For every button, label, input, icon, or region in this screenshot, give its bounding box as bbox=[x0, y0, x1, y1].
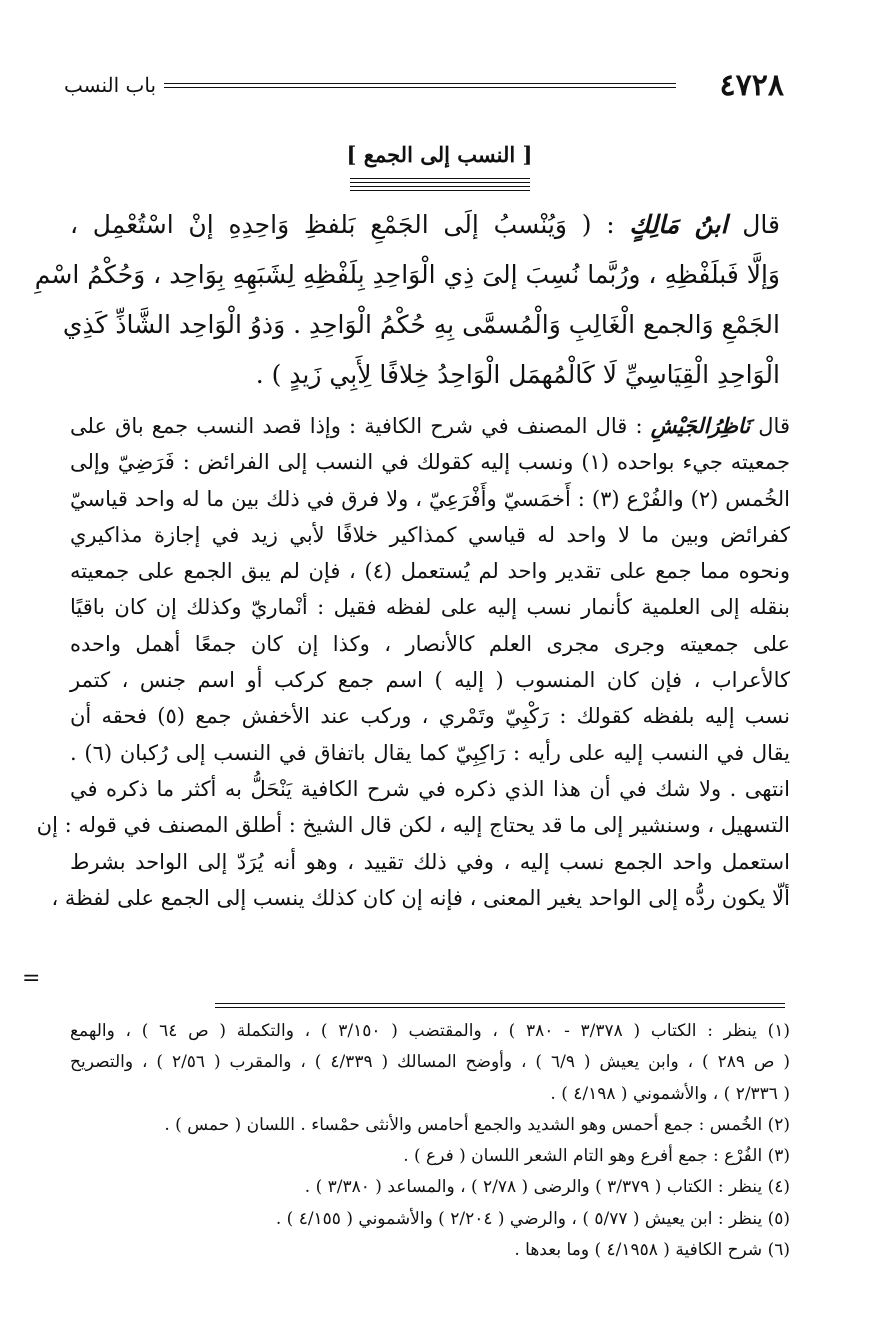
footnote-line: (٣) الفُرْع : جمع أفرع وهو التام الشعر اللسان ( فرع ) . bbox=[403, 1146, 790, 1167]
footnote-separator bbox=[215, 1003, 785, 1008]
footnote-line: (٢) الخُمس : جمع أحمس وهو الشديد والجمع أحامس والأنثى حمْساء . اللسان ( حمس ) . bbox=[164, 1114, 790, 1135]
quote-line: قال ابنُ مَالِكٍ : ( وَيُنْسبُ إلَى الجَمْعِ بَلفظِ وَاحِدِهِ إنْ اسْتُعْمِل ، bbox=[70, 210, 780, 239]
footnote-line: (٥) ينظر : ابن يعيش ( ٥/٧٧ ) ، والرضي ( ٢/٢٠٤ ) والأشموني ( ٤/١٥٥ ) . bbox=[275, 1208, 790, 1229]
quote-line: وَإلَّا فَبلَفْظِهِ ، ورُبَّما نُسِبَ إلىَ ذِي الْوَاحِدِ بِلَفْظِهِ لِشَبَهِهِ بِوَاحِد ، وَحُكْمُ اسْمِ bbox=[34, 260, 780, 289]
commentary-line: ألّا يكون ردُّه إلى الواحد يغير المعنى ، فإنه إن كان كذلك ينسب إلى الجمع على لفظة ، bbox=[51, 885, 790, 910]
nazir-al-jaysh-commentary bbox=[36, 408, 791, 916]
commentary-line: ونحوه مما جمع على تقدير واحد لم يُستعمل (٤) ، فإن لم يبق الجمع على جمعيته bbox=[70, 559, 791, 584]
footnote-line: (٤) ينظر : الكتاب ( ٣/٣٧٩ ) والرضى ( ٢/٧٨ ) ، والمساعد ( ٣/٣٨٠ ) . bbox=[304, 1177, 790, 1198]
continuation-mark: = bbox=[22, 966, 41, 991]
running-title: باب النسب bbox=[64, 73, 157, 97]
quote-line: الجَمْعِ وَالجمع الْغَالِبِ وَالْمُسمَّى بِهِ حُكْمُ الْوَاحِدِ . وَذوُ الْوَاحِد الشَّاذِّ كَذِي bbox=[62, 310, 780, 339]
footnote-line: ( ٢/٣٣٦ ) ، والأشموني ( ٤/١٩٨ ) . bbox=[550, 1083, 790, 1104]
page-number: ٤٧٢٨ bbox=[719, 68, 784, 103]
commentary-line: بنقله إلى العلمية كأنمار نسب إليه على لفظه فقيل : أنْماريّ وكذلك إن كان باقيًا bbox=[70, 595, 790, 620]
commentary-line: الخُمس (٢) والفُرْع (٣) : أَخمَسيّ وأَفْرَعِيّ ، ولا فرق في ذلك بين ما له واحد قياسيّ bbox=[70, 486, 790, 511]
section-title: [ النسب إلى الجمع ] bbox=[346, 142, 533, 167]
ibn-malik-quote bbox=[34, 200, 780, 400]
commentary-line: نسب إليه بلفظه كقولك : رَكْبِيّ وتَمْري ، وركب عند الأخفش جمع (٥) فحقه أن bbox=[70, 704, 790, 729]
commentary-line: يقال في النسب إليه على رأيه : رَاكِبِيّ كما يقال باتفاق في النسب إلى رُكبان (٦) . bbox=[70, 740, 790, 765]
section-heading bbox=[0, 135, 879, 191]
section-title-rules bbox=[350, 178, 530, 191]
quote-line: الْوَاحِدِ الْقِيَاسِيِّ لَا كَالْمُهمَل الْوَاحِدُ خِلافًا لِأَبِي زَيدٍ ) . bbox=[255, 360, 780, 389]
commentary-line: كفرائض وبين ما لا واحد له قياسي كمذاكير خلافًا لأبي زيد في إجازة مذاكيري bbox=[70, 522, 790, 547]
commentary-line: على جمعيته وجرى مجرى العلم كالأنصار ، وكذا إن كان جمعًا أهمل واحده bbox=[70, 631, 790, 656]
commentary-line: استعمل واحد الجمع نسب إليه ، وفي ذلك تقييد ، وهو أنه يُرَدّ إلى الواحد بشرط bbox=[70, 849, 790, 874]
header-rule bbox=[164, 83, 676, 88]
commentary-line: قال نَاظِرُالجَيْشِ : قال المصنف في شرح الكافية : وإذا قصد النسب جمع باق على bbox=[70, 413, 790, 438]
footnote-line: (١) ينظر : الكتاب ( ٣/٣٧٨ - ٣٨٠ ) ، والمقتضب ( ٣/١٥٠ ) ، والتكملة ( ص ٦٤ ) ، والهمع bbox=[70, 1021, 790, 1041]
speaker-name: ابنُ مَالِكٍ bbox=[629, 210, 728, 239]
commentary-line: انتهى . ولا شك في أن هذا الذي ذكره في شرح الكافية يَنْحَلُّ به أكثر ما ذكره في bbox=[70, 776, 790, 801]
commentary-line: كالأعراب ، فإن كان المنسوب ( إليه ) اسم جمع كركب أو اسم جنس ، كتمر bbox=[70, 668, 790, 693]
speaker-name: نَاظِرُالجَيْشِ bbox=[650, 413, 751, 438]
footnotes bbox=[70, 1016, 790, 1266]
footnote-line: (٦) شرح الكافية ( ٤/١٩٥٨ ) وما بعدها . bbox=[514, 1240, 790, 1261]
footnote-line: ( ص ٢٨٩ ) ، وابن يعيش ( ٦/٩ ) ، وأوضح المسالك ( ٤/٣٣٩ ) ، والمقرب ( ٢/٥٦ ) ، والتصريح bbox=[70, 1052, 791, 1073]
commentary-line: جمعيته جيء بواحده (١) ونسب إليه كقولك في النسب إلى الفرائض : فَرَضِيّ وإلى bbox=[70, 450, 790, 475]
page-header bbox=[64, 66, 784, 106]
commentary-line: التسهيل ، وسنشير إلى ما قد يحتاج إليه ، لكن قال الشيخ : أطلق المصنف في قوله : إن bbox=[36, 813, 790, 838]
